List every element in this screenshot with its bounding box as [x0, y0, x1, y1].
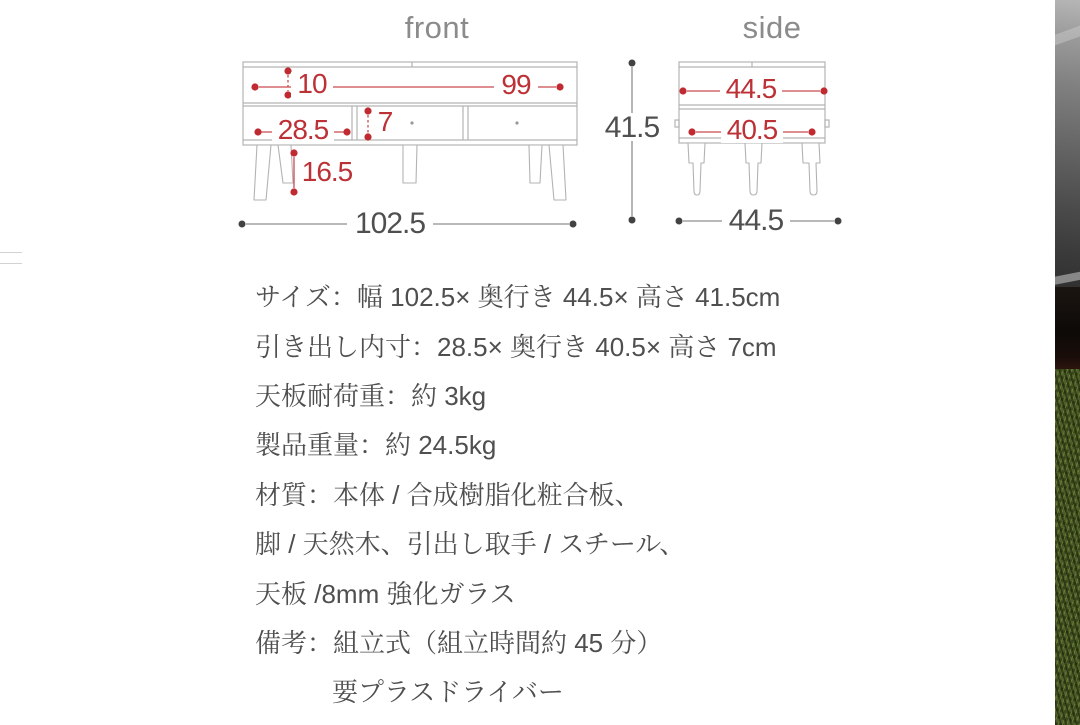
spec-line-weight: 製品重量：約 24.5kg — [255, 430, 497, 461]
spec-line-screwdriver: 要プラスドライバー — [332, 677, 564, 708]
side-top-depth-dim: 44.5 — [725, 73, 777, 104]
spec-line-drawer-inner: 引き出し内寸：28.5× 奥行き 40.5× 高さ 7cm — [255, 331, 777, 362]
front-view-drawing — [235, 50, 645, 240]
front-leg-height-dim: 16.5 — [301, 156, 353, 187]
front-drawer-height-dim: 7 — [377, 106, 393, 137]
thumbnail-box-2[interactable] — [0, 263, 22, 725]
side-legs — [688, 143, 820, 195]
front-opening-height-dim: 10 — [297, 68, 327, 99]
adjacent-photo-strip[interactable] — [1055, 0, 1080, 725]
spec-line-material-1: 材質：本体 / 合成樹脂化粧合板、 — [255, 479, 641, 510]
sofa-seam-highlight — [1055, 23, 1080, 46]
side-drawer-depth-dim: 40.5 — [726, 114, 778, 145]
product-dimension-image[interactable] — [22, 0, 1055, 725]
spec-line-size: サイズ：幅 102.5× 奥行き 44.5× 高さ 41.5cm — [255, 282, 781, 313]
photo-shadow-band — [1055, 287, 1080, 369]
left-thumbnail-rail — [0, 0, 22, 725]
side-view-drawing — [600, 50, 860, 235]
grass-rug-fragment — [1055, 369, 1080, 725]
overall-height-dimension — [600, 60, 666, 224]
spec-line-material-2: 脚 / 天然木、引出し取手 / スチール、 — [255, 529, 686, 560]
spec-line-load-capacity: 天板耐荷重：約 3kg — [255, 380, 487, 411]
front-opening-width-dim: 99 — [501, 69, 531, 100]
front-overall-width-dim: 102.5 — [354, 207, 426, 240]
side-view-label: side — [742, 10, 802, 45]
front-drawer-width-dim: 28.5 — [277, 114, 329, 145]
sofa-fabric-fragment — [1055, 0, 1080, 287]
drawer-handle-dot — [515, 121, 518, 124]
spec-text-block — [255, 271, 1055, 716]
sofa-edge-highlight — [1055, 270, 1080, 285]
front-view-label: front — [404, 10, 470, 45]
side-overall-depth-dim: 44.5 — [728, 204, 784, 237]
drawer-handle-dot — [410, 121, 413, 124]
spec-line-material-3: 天板 /8mm 強化ガラス — [255, 578, 516, 609]
thumbnail-box-1[interactable] — [0, 0, 22, 253]
spec-line-notes: 備考：組立式（組立時間約 45 分） — [255, 627, 663, 658]
overall-height-dim: 41.5 — [604, 111, 660, 144]
